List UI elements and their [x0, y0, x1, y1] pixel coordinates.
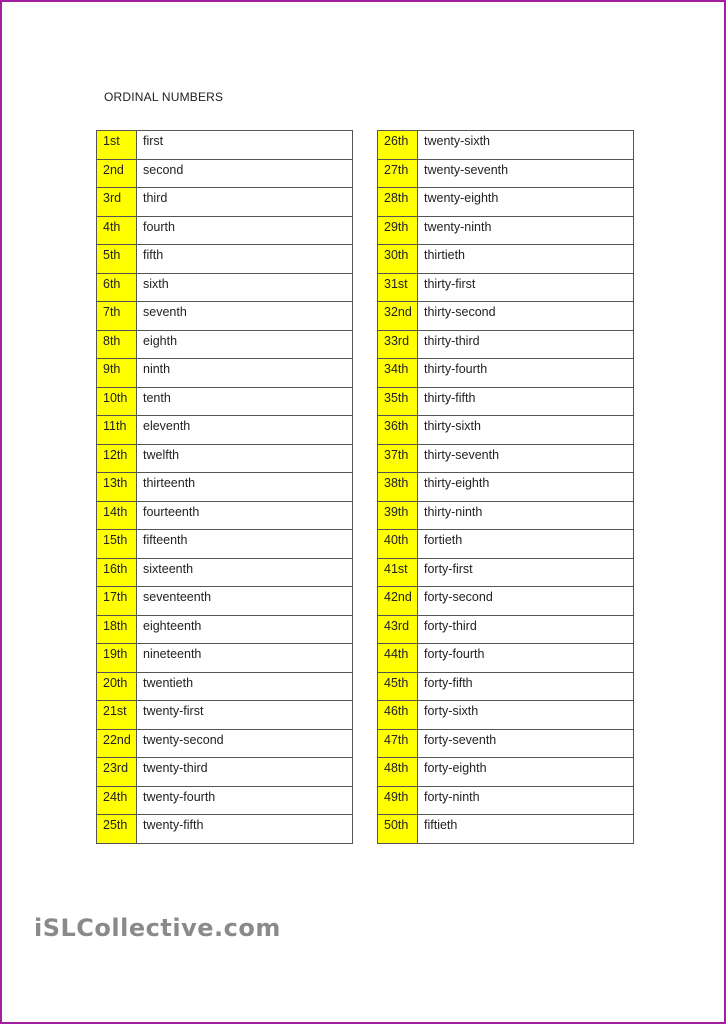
ordinal-word-cell: twenty-fourth [137, 786, 353, 815]
ordinal-word-cell: thirty-first [418, 273, 634, 302]
table-row [378, 387, 634, 416]
table-row [97, 416, 353, 445]
ordinal-number-cell: 11th [97, 416, 137, 445]
ordinal-word-cell: forty-sixth [418, 701, 634, 730]
ordinal-word-cell: thirty-fourth [418, 359, 634, 388]
ordinal-number-cell: 10th [97, 387, 137, 416]
table-row [378, 701, 634, 730]
table-row [378, 216, 634, 245]
ordinal-number-cell: 21st [97, 701, 137, 730]
ordinal-number-cell: 25th [97, 815, 137, 844]
table-row [97, 273, 353, 302]
ordinal-number-cell: 45th [378, 672, 418, 701]
ordinal-word-cell: forty-fourth [418, 644, 634, 673]
ordinal-number-cell: 3rd [97, 188, 137, 217]
ordinal-word-cell: second [137, 159, 353, 188]
ordinal-number-cell: 7th [97, 302, 137, 331]
ordinal-number-cell: 14th [97, 501, 137, 530]
ordinal-word-cell: thirty-ninth [418, 501, 634, 530]
table-row [378, 587, 634, 616]
ordinal-number-cell: 28th [378, 188, 418, 217]
table-row [378, 330, 634, 359]
ordinal-number-cell: 37th [378, 444, 418, 473]
table-row [378, 131, 634, 160]
ordinal-word-cell: third [137, 188, 353, 217]
table-row [378, 615, 634, 644]
ordinal-number-cell: 6th [97, 273, 137, 302]
watermark-logo: iSLCollective.com [34, 914, 281, 942]
table-row [97, 245, 353, 274]
table-row [378, 530, 634, 559]
ordinal-word-cell: twenty-eighth [418, 188, 634, 217]
ordinal-word-cell: sixth [137, 273, 353, 302]
ordinal-number-cell: 43rd [378, 615, 418, 644]
table-row [97, 188, 353, 217]
table-row [378, 672, 634, 701]
table-row [378, 815, 634, 844]
ordinal-number-cell: 35th [378, 387, 418, 416]
ordinal-number-cell: 41st [378, 558, 418, 587]
ordinal-number-cell: 24th [97, 786, 137, 815]
table-row [378, 786, 634, 815]
ordinal-number-cell: 9th [97, 359, 137, 388]
ordinal-word-cell: forty-eighth [418, 758, 634, 787]
table-row [97, 758, 353, 787]
ordinal-number-cell: 12th [97, 444, 137, 473]
table-row [97, 444, 353, 473]
ordinal-word-cell: sixteenth [137, 558, 353, 587]
ordinal-number-cell: 19th [97, 644, 137, 673]
table-row [97, 644, 353, 673]
ordinal-word-cell: forty-third [418, 615, 634, 644]
ordinal-number-cell: 31st [378, 273, 418, 302]
ordinal-word-cell: twenty-sixth [418, 131, 634, 160]
ordinal-number-cell: 1st [97, 131, 137, 160]
ordinal-number-cell: 27th [378, 159, 418, 188]
table-row [97, 216, 353, 245]
ordinal-word-cell: twenty-seventh [418, 159, 634, 188]
ordinal-number-cell: 32nd [378, 302, 418, 331]
table-row [97, 501, 353, 530]
ordinal-number-cell: 44th [378, 644, 418, 673]
ordinal-number-cell: 49th [378, 786, 418, 815]
table-row [97, 302, 353, 331]
table-row [97, 330, 353, 359]
ordinal-word-cell: eighth [137, 330, 353, 359]
ordinal-number-cell: 38th [378, 473, 418, 502]
table-row [97, 615, 353, 644]
table-row [97, 587, 353, 616]
ordinal-table-left [96, 130, 353, 844]
ordinal-number-cell: 23rd [97, 758, 137, 787]
ordinal-word-cell: eighteenth [137, 615, 353, 644]
ordinal-number-cell: 46th [378, 701, 418, 730]
ordinal-word-cell: thirty-third [418, 330, 634, 359]
ordinal-number-cell: 5th [97, 245, 137, 274]
table-row [97, 701, 353, 730]
table-row [378, 273, 634, 302]
ordinal-word-cell: twelfth [137, 444, 353, 473]
ordinal-number-cell: 2nd [97, 159, 137, 188]
table-row [97, 131, 353, 160]
ordinal-number-cell: 20th [97, 672, 137, 701]
ordinal-word-cell: forty-second [418, 587, 634, 616]
ordinal-word-cell: seventeenth [137, 587, 353, 616]
ordinal-number-cell: 26th [378, 131, 418, 160]
table-row [97, 729, 353, 758]
ordinal-word-cell: fourth [137, 216, 353, 245]
table-row [378, 758, 634, 787]
ordinal-word-cell: twenty-first [137, 701, 353, 730]
ordinal-number-cell: 18th [97, 615, 137, 644]
table-row [97, 359, 353, 388]
ordinal-word-cell: forty-seventh [418, 729, 634, 758]
table-row [378, 245, 634, 274]
ordinal-number-cell: 17th [97, 587, 137, 616]
table-row [378, 302, 634, 331]
ordinal-word-cell: thirtieth [418, 245, 634, 274]
ordinal-word-cell: thirty-fifth [418, 387, 634, 416]
ordinal-word-cell: twenty-second [137, 729, 353, 758]
table-row [378, 644, 634, 673]
table-row [97, 558, 353, 587]
table-row [97, 672, 353, 701]
ordinal-word-cell: nineteenth [137, 644, 353, 673]
ordinal-word-cell: first [137, 131, 353, 160]
ordinal-word-cell: thirty-seventh [418, 444, 634, 473]
ordinal-word-cell: thirty-second [418, 302, 634, 331]
ordinal-word-cell: fourteenth [137, 501, 353, 530]
ordinal-number-cell: 16th [97, 558, 137, 587]
table-row [378, 416, 634, 445]
ordinal-word-cell: forty-first [418, 558, 634, 587]
ordinal-word-cell: thirty-eighth [418, 473, 634, 502]
ordinal-number-cell: 29th [378, 216, 418, 245]
ordinal-word-cell: fifth [137, 245, 353, 274]
ordinal-number-cell: 8th [97, 330, 137, 359]
ordinal-word-cell: eleventh [137, 416, 353, 445]
ordinal-word-cell: fifteenth [137, 530, 353, 559]
page-title: ORDINAL NUMBERS [104, 90, 224, 104]
ordinal-number-cell: 33rd [378, 330, 418, 359]
ordinal-number-cell: 42nd [378, 587, 418, 616]
table-row [97, 387, 353, 416]
ordinal-table-right [377, 130, 634, 844]
ordinal-number-cell: 48th [378, 758, 418, 787]
table-row [97, 473, 353, 502]
ordinal-word-cell: thirteenth [137, 473, 353, 502]
ordinal-number-cell: 47th [378, 729, 418, 758]
ordinal-number-cell: 13th [97, 473, 137, 502]
table-row [378, 444, 634, 473]
ordinal-word-cell: twenty-third [137, 758, 353, 787]
ordinal-word-cell: twenty-ninth [418, 216, 634, 245]
table-row [378, 159, 634, 188]
table-row [378, 188, 634, 217]
ordinal-word-cell: seventh [137, 302, 353, 331]
ordinal-word-cell: tenth [137, 387, 353, 416]
ordinal-word-cell: forty-ninth [418, 786, 634, 815]
ordinal-number-cell: 30th [378, 245, 418, 274]
table-row [378, 359, 634, 388]
ordinal-number-cell: 15th [97, 530, 137, 559]
ordinal-number-cell: 34th [378, 359, 418, 388]
ordinal-word-cell: fiftieth [418, 815, 634, 844]
table-row [378, 473, 634, 502]
table-row [97, 530, 353, 559]
ordinal-word-cell: fortieth [418, 530, 634, 559]
ordinal-number-cell: 50th [378, 815, 418, 844]
ordinal-number-cell: 40th [378, 530, 418, 559]
ordinal-word-cell: thirty-sixth [418, 416, 634, 445]
table-row [97, 159, 353, 188]
table-row [378, 729, 634, 758]
ordinal-word-cell: forty-fifth [418, 672, 634, 701]
ordinal-word-cell: twenty-fifth [137, 815, 353, 844]
ordinal-number-cell: 36th [378, 416, 418, 445]
table-row [97, 786, 353, 815]
ordinal-number-cell: 4th [97, 216, 137, 245]
table-row [378, 558, 634, 587]
ordinal-word-cell: ninth [137, 359, 353, 388]
ordinal-number-cell: 39th [378, 501, 418, 530]
table-row [378, 501, 634, 530]
table-row [97, 815, 353, 844]
ordinal-word-cell: twentieth [137, 672, 353, 701]
ordinal-number-cell: 22nd [97, 729, 137, 758]
